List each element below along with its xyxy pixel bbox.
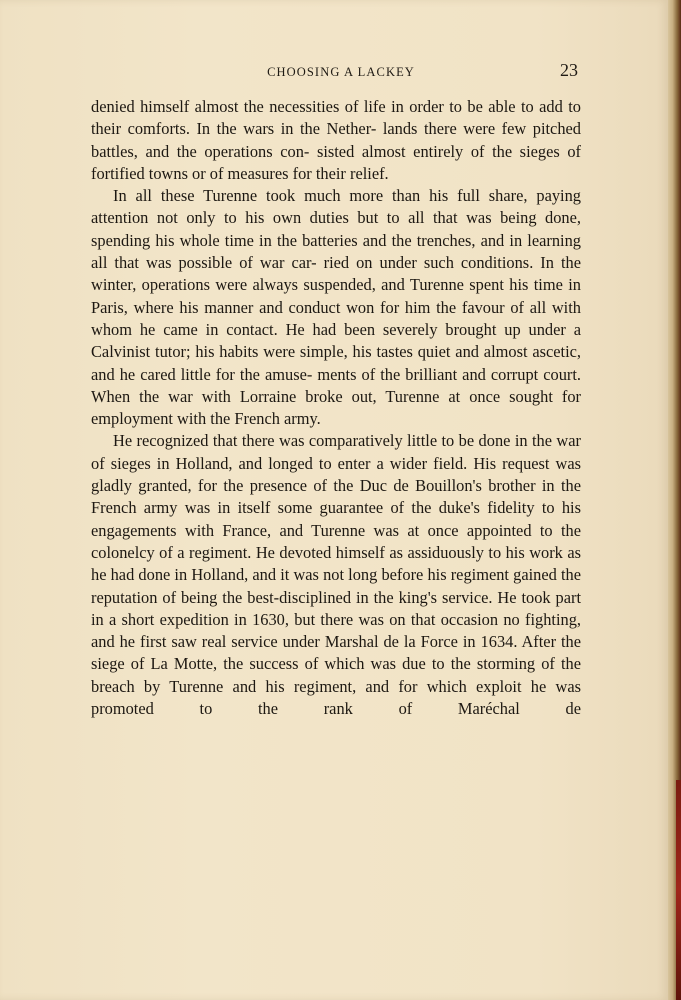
page-number: 23 [560,60,578,80]
paragraph-1: denied himself almost the necessities of life in order to be able to add to their comforts. In the wars in the Nether- lands there were few pitched battles, and the operations con- sisted almost entirely of the sieges of fortified towns or of measures for their relief. [91,97,581,183]
page-header [0,60,668,86]
body-text [91,96,581,720]
paragraph-3: He recognized that there was comparatively little to be done in the war of sieges in Holland, and longed to enter a wider field. His request was gladly granted, for the presence of the Duc de Bouillon's brother in the French army was in itself some guarantee of the duke's fidelity to his engagements with France, and Turenne was at once appointed to the colonelcy of a regiment. He devoted himself as assiduously to his work as he had done in Holland, and it was not long before his regiment gained the reputation of being the best-disciplined in the king's service. He took part in a short expedition in 1630, but there was on that occasion no fighting, and he first saw real service under Marshal de la Force in 1634. After the siege of La Motte, the success of which was due to the storming of the breach by Turenne and his regiment, and for which exploit he was promoted to the rank of Maréchal de [91,431,581,719]
running-head: CHOOSING A LACKEY [267,65,415,79]
page-edge [668,0,681,1000]
paragraph-2: In all these Turenne took much more than his full share, paying attention not only to his own duties but to all that was being done, spending his whole time in the batteries and the trenches, and in learning all that was possible of war car- ried on under such conditions. In the winter, operations were always suspended, and Turenne spent his time in Paris, where his manner and conduct won for him the favour of all with whom he came in contact. He had been severely brought up under a Calvinist tutor; his habits were simple, his tastes quiet and almost ascetic, and he cared little for the amuse- ments of the brilliant and corrupt court. When the war with Lorraine broke out, Turenne at once sought for employment with the French army. [91,186,581,429]
